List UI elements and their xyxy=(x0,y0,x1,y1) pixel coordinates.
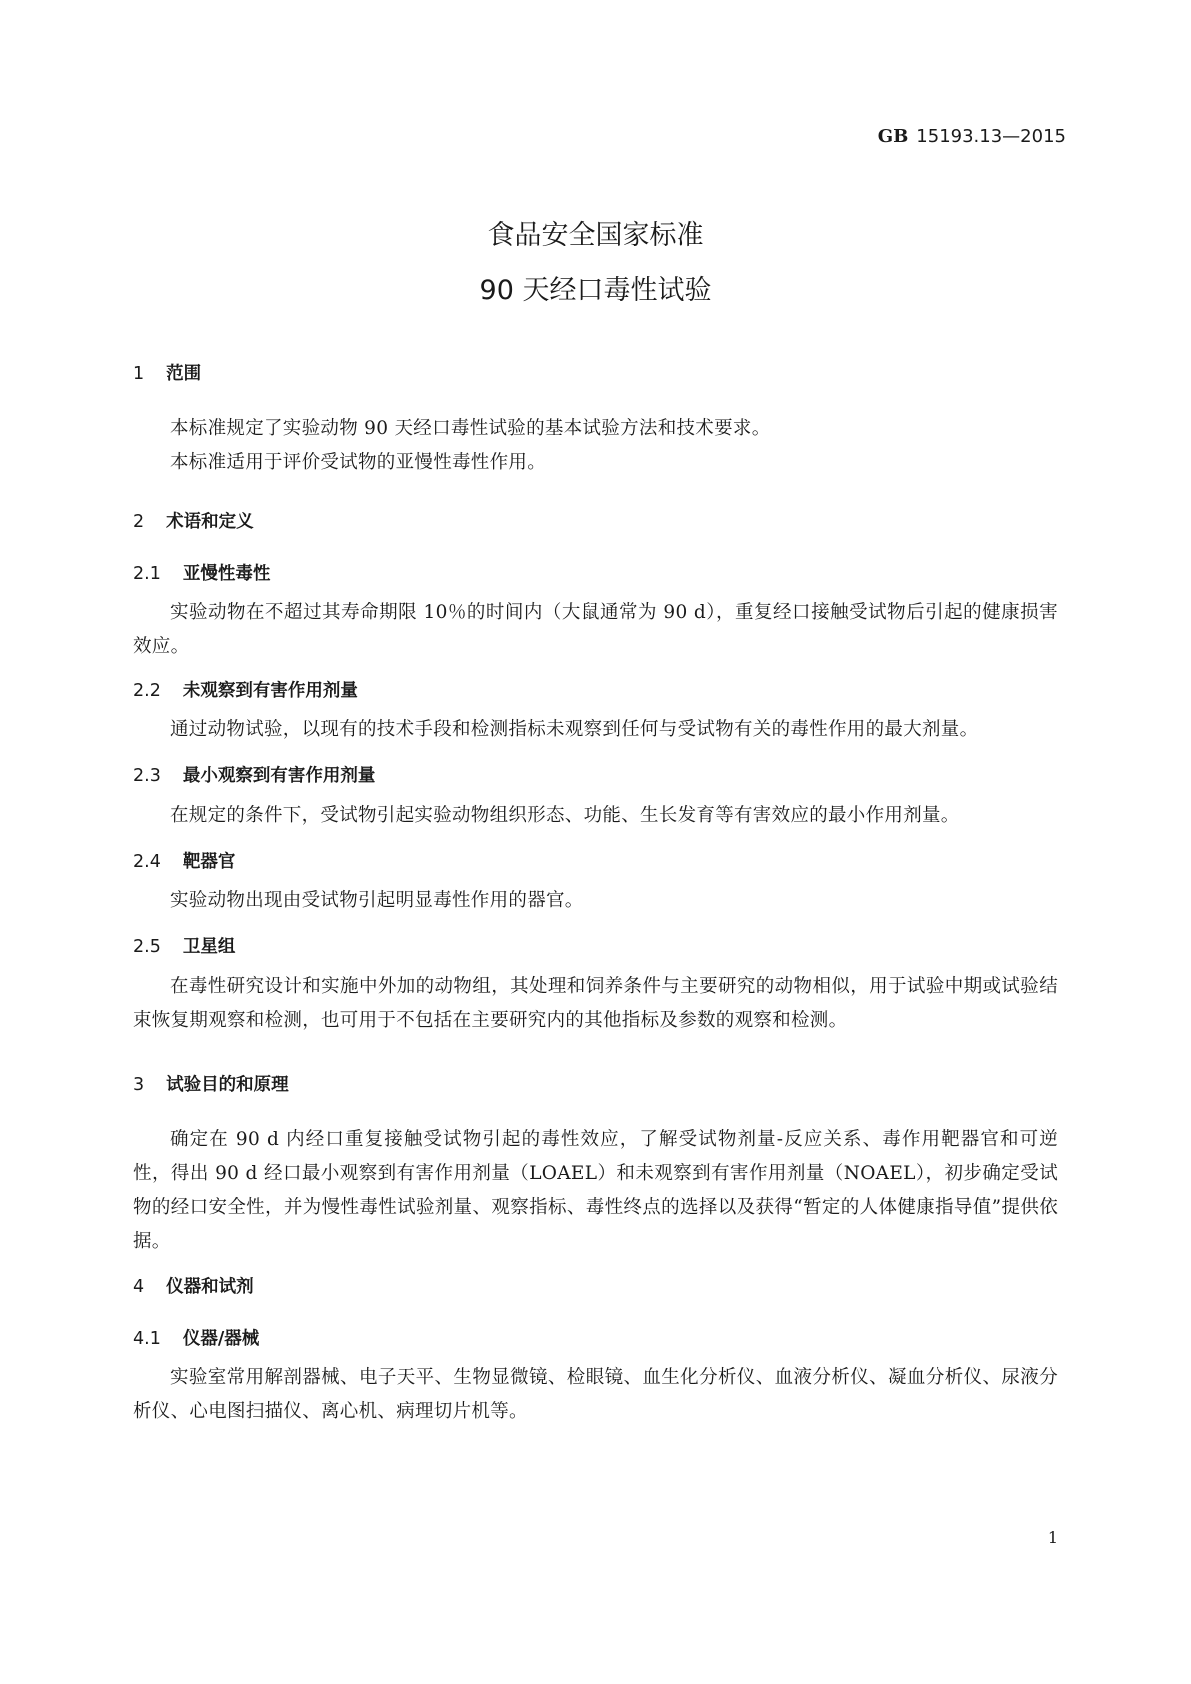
section-number: 1 xyxy=(133,364,145,384)
section-title: 范围 xyxy=(166,364,202,384)
section-title: 仪器/器械 xyxy=(182,1329,260,1349)
standard-prefix: GB xyxy=(877,126,909,147)
paragraph: 实验动物在不超过其寿命期限 10％的时间内（大鼠通常为 90 d），重复经口接触受试物后引起的健康损害效应。 xyxy=(133,602,1058,657)
section-heading-3 xyxy=(133,1071,289,1096)
section-number: 2 xyxy=(133,512,145,532)
section-heading-2-4 xyxy=(133,848,235,873)
section-heading-2-1 xyxy=(133,560,270,585)
section-number: 2.2 xyxy=(133,681,161,701)
paragraph: 在毒性研究设计和实施中外加的动物组，其处理和饲养条件与主要研究的动物相似，用于试验中期或试验结束恢复期观察和检测，也可用于不包括在主要研究内的其他指标及参数的观察和检测。 xyxy=(133,976,1058,1031)
section-title: 卫星组 xyxy=(182,937,236,957)
section-title: 靶器官 xyxy=(182,852,236,872)
standard-number xyxy=(878,126,1066,147)
section-heading-2-2 xyxy=(133,677,358,702)
paragraph: 确定在 90 d 内经口重复接触受试物引起的毒性效应，了解受试物剂量-反应关系、毒作用靶器官和可逆性，得出 90 d 经口最小观察到有害作用剂量（LOAEL）和未观察到有害作用剂量（NOAEL），初步确定受试物的经口安全性，并为慢性毒性试验剂量、观察指标、毒性终点的选择以及获得“暂定的人体健康指导值”提供依据。 xyxy=(133,1129,1058,1252)
paragraph: 本标准规定了实验动物 90 天经口毒性试验的基本试验方法和技术要求。 xyxy=(170,418,771,439)
section-number: 4.1 xyxy=(133,1329,161,1349)
section-title: 最小观察到有害作用剂量 xyxy=(182,766,376,786)
section-title: 仪器和试剂 xyxy=(166,1277,254,1297)
section-heading-2-3 xyxy=(133,762,375,787)
section-heading-2 xyxy=(133,508,254,533)
section-heading-1 xyxy=(133,360,201,385)
page-number: 1 xyxy=(1047,1528,1058,1547)
section-heading-4 xyxy=(133,1273,254,1298)
section-number: 2.5 xyxy=(133,937,161,957)
paragraph: 本标准适用于评价受试物的亚慢性毒性作用。 xyxy=(170,452,547,473)
section-title: 术语和定义 xyxy=(166,512,254,532)
section-title: 亚慢性毒性 xyxy=(182,564,271,584)
document-subtitle: 90 天经口毒性试验 xyxy=(479,275,712,306)
paragraph: 在规定的条件下，受试物引起实验动物组织形态、功能、生长发育等有害效应的最小作用剂量。 xyxy=(170,805,960,826)
paragraph: 实验室常用解剖器械、电子天平、生物显微镜、检眼镜、血生化分析仪、血液分析仪、凝血分析仪、尿液分析仪、心电图扫描仪、离心机、病理切片机等。 xyxy=(133,1367,1058,1422)
document-title: 食品安全国家标准 xyxy=(487,220,704,251)
standard-code: 15193.13—2015 xyxy=(916,126,1066,147)
paragraph: 实验动物出现由受试物引起明显毒性作用的器官。 xyxy=(170,890,584,911)
section-number: 4 xyxy=(133,1277,145,1297)
section-heading-2-5 xyxy=(133,933,235,958)
section-title: 未观察到有害作用剂量 xyxy=(182,681,358,701)
section-number: 3 xyxy=(133,1075,145,1095)
section-number: 2.4 xyxy=(133,852,161,872)
paragraph: 通过动物试验，以现有的技术手段和检测指标未观察到任何与受试物有关的毒性作用的最大剂量。 xyxy=(170,719,979,740)
section-number: 2.3 xyxy=(133,766,161,786)
section-title: 试验目的和原理 xyxy=(166,1075,289,1095)
section-number: 2.1 xyxy=(133,564,161,584)
section-heading-4-1 xyxy=(133,1325,259,1350)
